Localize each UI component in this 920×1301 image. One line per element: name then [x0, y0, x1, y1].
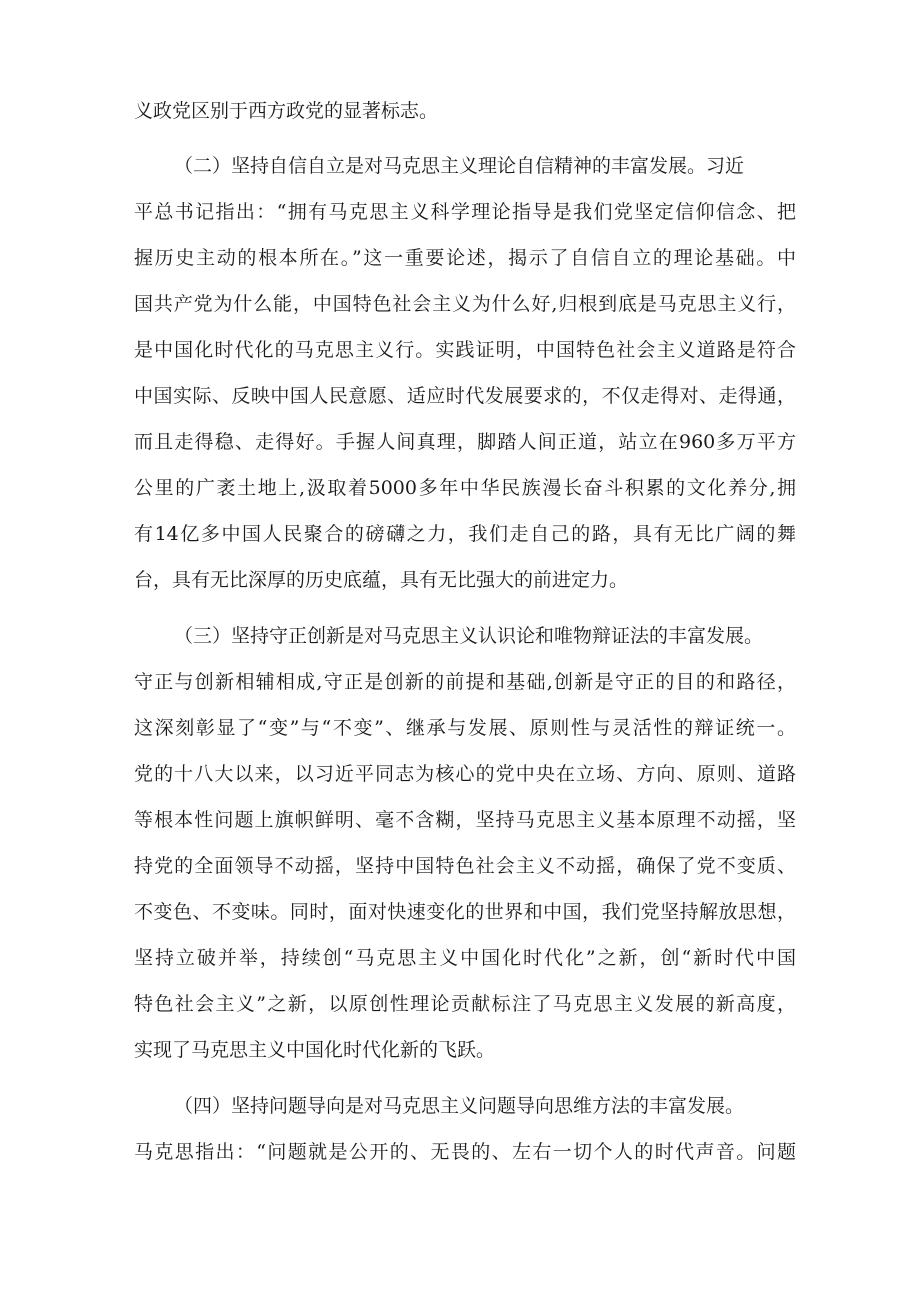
- paragraph-heading-line: （二）坚持自信自立是对马克思主义理论自信精神的丰富发展。习近: [174, 155, 745, 177]
- text-line: 特色社会主义”之新，以原创性理论贡献标注了马克思主义发展的新高度，: [134, 993, 796, 1015]
- text-line: 党的十八大以来，以习近平同志为核心的党中央在立场、方向、原则、道路: [134, 763, 796, 785]
- text-line: 这深刻彰显了“变”与“不变”、继承与发展、原则性与灵活性的辩证统一。: [134, 717, 796, 739]
- text-line: 不变色、不变味。同时，面对快速变化的世界和中国，我们党坚持解放思想，: [134, 901, 796, 923]
- text-line: 坚持立破并举，持续创“马克思主义中国化时代化”之新，创“新时代中国: [134, 947, 796, 969]
- text-line: 中国实际、反映中国人民意愿、适应时代发展要求的，不仅走得对、走得通，: [134, 385, 796, 407]
- paragraph-heading-line: （三）坚持守正创新是对马克思主义认识论和唯物辩证法的丰富发展。: [174, 625, 764, 647]
- text-line: 等根本性问题上旗帜鲜明、毫不含糊，坚持马克思主义基本原理不动摇，坚: [134, 809, 796, 831]
- text-line: 守正与创新相辅相成,守正是创新的前提和基础,创新是守正的目的和路径，: [134, 671, 796, 693]
- text-line: 公里的广袤土地上,汲取着5000多年中华民族漫长奋斗积累的文化养分,拥: [134, 477, 796, 499]
- paragraph-heading-line: （四）坚持问题导向是对马克思主义问题导向思维方法的丰富发展。: [174, 1095, 745, 1117]
- text-line: 平总书记指出：“拥有马克思主义科学理论指导是我们党坚定信仰信念、把: [134, 201, 796, 223]
- text-line: 台，具有无比深厚的历史底蕴，具有无比强大的前进定力。: [134, 569, 629, 591]
- text-line: 而且走得稳、走得好。手握人间真理，脚踏人间正道，站立在960多万平方: [134, 431, 796, 453]
- text-line: 有14亿多中国人民聚合的磅礴之力，我们走自己的路，具有无比广阔的舞: [134, 523, 796, 545]
- text-line: 是中国化时代化的马克思主义行。实践证明，中国特色社会主义道路是符合: [134, 339, 796, 361]
- text-line: 国共产党为什么能，中国特色社会主义为什么好,归根到底是马克思主义行，: [134, 293, 796, 315]
- text-line: 持党的全面领导不动摇，坚持中国特色社会主义不动摇，确保了党不变质、: [134, 855, 796, 877]
- text-line: 义政党区别于西方政党的显著标志。: [134, 100, 439, 122]
- text-line: 实现了马克思主义中国化时代化新的飞跃。: [134, 1039, 496, 1061]
- text-line: 马克思指出：“问题就是公开的、无畏的、左右一切个人的时代声音。问题: [134, 1141, 796, 1163]
- text-line: 握历史主动的根本所在。”这一重要论述，揭示了自信自立的理论基础。中: [134, 247, 796, 269]
